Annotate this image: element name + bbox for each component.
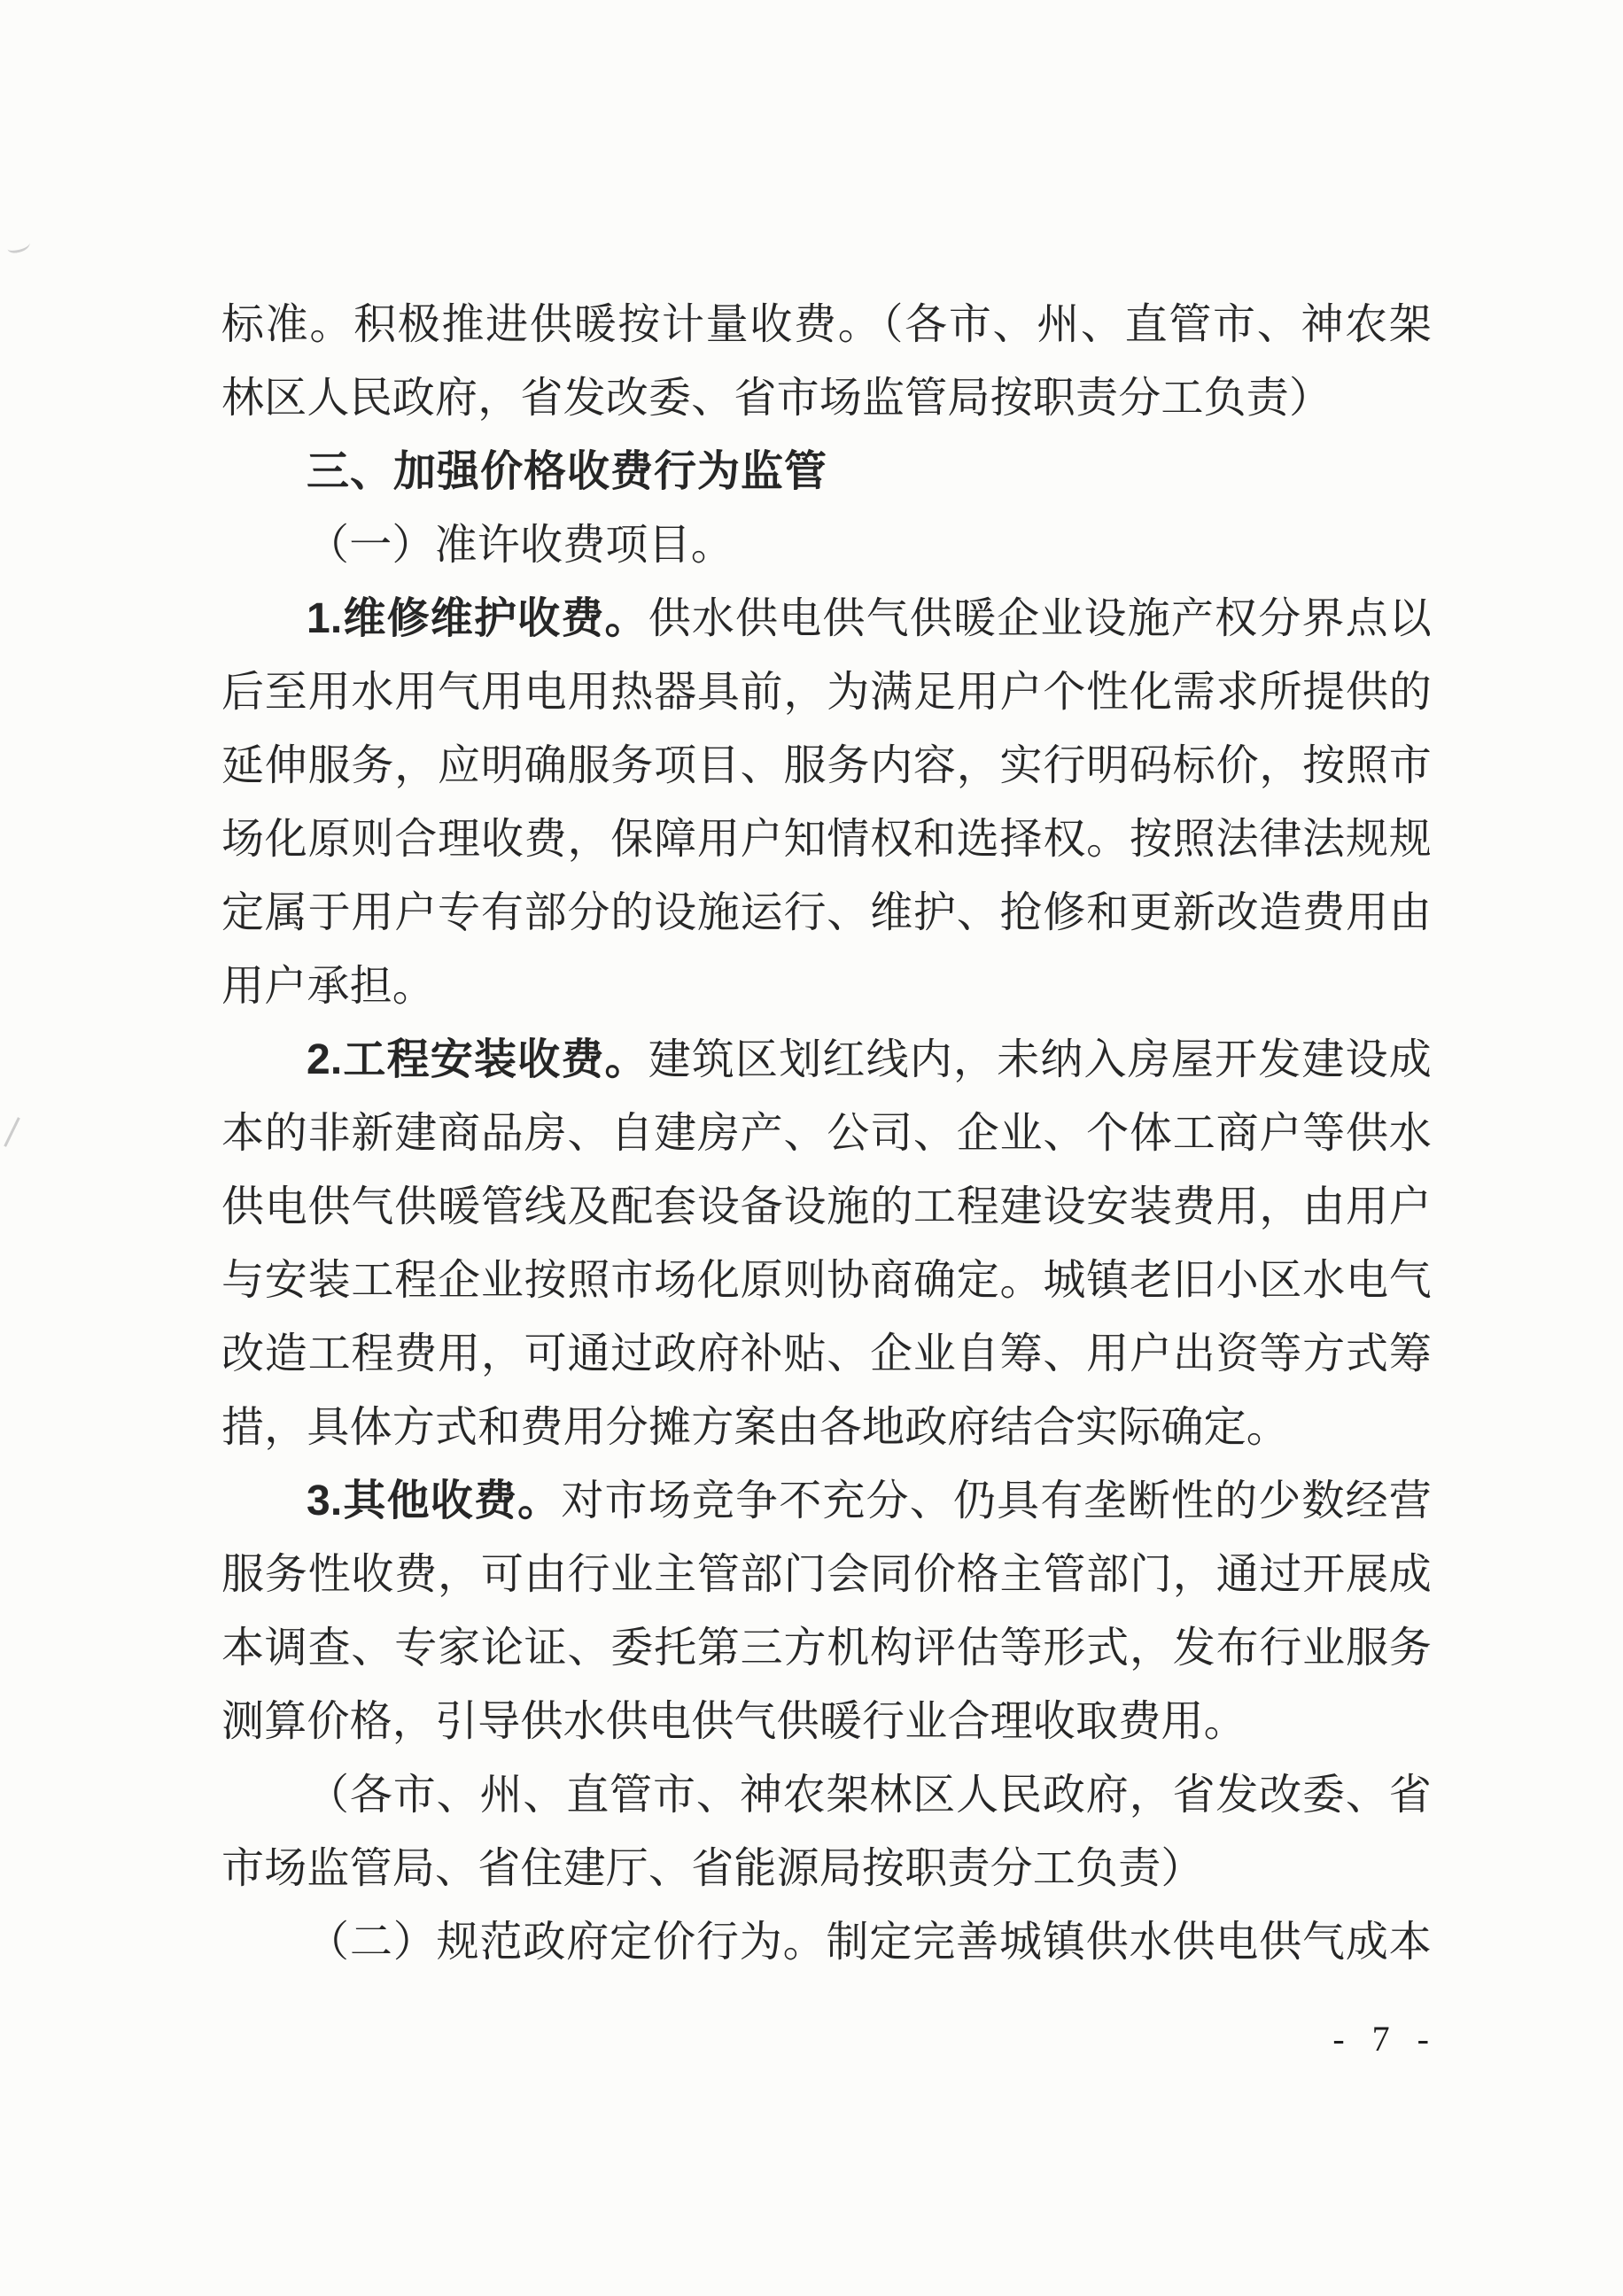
text-line bbox=[221, 1244, 1432, 1317]
line-text: 用户承担。 bbox=[221, 963, 436, 1010]
text-line bbox=[221, 1170, 1432, 1244]
line-text: 改造工程费用，可通过政府补贴、企业自筹、用户出资等方式筹 bbox=[221, 1330, 1432, 1377]
text-line bbox=[221, 1611, 1432, 1685]
text-line bbox=[221, 655, 1432, 729]
line-text: 场化原则合理收费，保障用户知情权和选择权。按照法律法规规 bbox=[221, 816, 1432, 863]
line-text: 供电供气供暖管线及配套设备设施的工程建设安装费用，由用户 bbox=[221, 1183, 1432, 1230]
text-line bbox=[221, 1391, 1432, 1464]
scan-artifact-check bbox=[6, 237, 31, 254]
line-text: 林区人民政府，省发改委、省市场监管局按职责分工负责） bbox=[221, 375, 1332, 422]
text-line bbox=[221, 1097, 1432, 1170]
line-text: （一）准许收费项目。 bbox=[307, 522, 734, 569]
line-text: 测算价格，引导供水供电供气供暖行业合理收取费用。 bbox=[221, 1698, 1246, 1745]
line-lead-bold: 3.其他收费。 bbox=[307, 1478, 562, 1524]
line-lead-bold: 2.工程安装收费。 bbox=[307, 1036, 648, 1083]
line-text: 本的非新建商品房、自建房产、公司、企业、个体工商户等供水 bbox=[221, 1110, 1432, 1157]
text-line bbox=[221, 1685, 1432, 1758]
text-line bbox=[221, 950, 1432, 1023]
text-line bbox=[221, 803, 1432, 876]
section-heading bbox=[221, 435, 1432, 508]
page-number: - 7 - bbox=[1332, 2019, 1435, 2059]
text-line bbox=[221, 1464, 1432, 1538]
line-text: 后至用水用气用电用热器具前，为满足用户个性化需求所提供的 bbox=[221, 669, 1432, 716]
line-text: 措，具体方式和费用分摊方案由各地政府结合实际确定。 bbox=[221, 1404, 1290, 1451]
text-line bbox=[221, 1905, 1432, 1979]
text-line bbox=[221, 1538, 1432, 1611]
text-line bbox=[221, 1023, 1432, 1097]
document-body bbox=[221, 288, 1432, 1979]
line-text: 服务性收费，可由行业主管部门会同价格主管部门，通过开展成 bbox=[221, 1551, 1432, 1598]
text-line bbox=[221, 1832, 1432, 1905]
text-line bbox=[221, 1758, 1432, 1832]
text-line bbox=[221, 729, 1432, 803]
line-text: 本调查、专家论证、委托第三方机构评估等形式，发布行业服务 bbox=[221, 1625, 1432, 1672]
line-text: 对市场竞争不充分、仍具有垄断性的少数经营 bbox=[561, 1478, 1432, 1524]
line-text: 供水供电供气供暖企业设施产权分界点以 bbox=[648, 595, 1432, 642]
line-text: （二）规范政府定价行为。制定完善城镇供水供电供气成本 bbox=[307, 1919, 1432, 1966]
text-line bbox=[221, 876, 1432, 950]
text-line bbox=[221, 288, 1432, 361]
subsection-heading bbox=[221, 508, 1432, 582]
line-text: 标准。积极推进供暖按计量收费。（各市、州、直管市、神农架 bbox=[221, 301, 1432, 348]
line-lead-bold: 三、加强价格收费行为监管 bbox=[307, 448, 828, 495]
line-text: （各市、州、直管市、神农架林区人民政府，省发改委、省 bbox=[307, 1772, 1432, 1819]
line-text: 与安装工程企业按照市场化原则协商确定。城镇老旧小区水电气 bbox=[221, 1257, 1432, 1304]
line-text: 市场监管局、省住建厅、省能源局按职责分工负责） bbox=[221, 1845, 1204, 1892]
line-text: 延伸服务，应明确服务项目、服务内容，实行明码标价，按照市 bbox=[221, 742, 1432, 789]
line-lead-bold: 1.维修维护收费。 bbox=[307, 595, 648, 642]
text-line bbox=[221, 361, 1432, 435]
text-line bbox=[221, 582, 1432, 655]
line-text: 建筑区划红线内，未纳入房屋开发建设成 bbox=[648, 1036, 1432, 1083]
text-line bbox=[221, 1317, 1432, 1391]
scan-artifact-slash bbox=[4, 1117, 19, 1147]
line-text: 定属于用户专有部分的设施运行、维护、抢修和更新改造费用由 bbox=[221, 889, 1432, 936]
